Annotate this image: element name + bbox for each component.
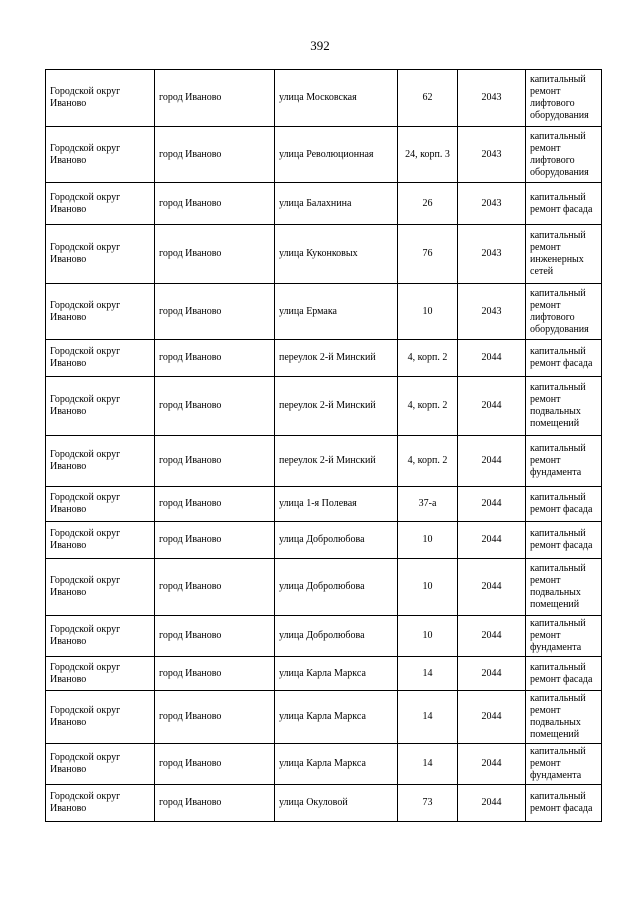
street-cell: переулок 2-й Минский	[275, 436, 398, 487]
district-cell: Городской округ Иваново	[46, 785, 155, 822]
city-cell: город Иваново	[155, 70, 275, 127]
house-number-cell: 62	[398, 70, 458, 127]
house-number-cell: 10	[398, 284, 458, 340]
district-cell: Городской округ Иваново	[46, 225, 155, 284]
work-type-cell: капитальный ремонт лифтового оборудования	[526, 127, 602, 183]
table-row	[46, 127, 602, 183]
city-cell: город Иваново	[155, 183, 275, 225]
city-cell: город Иваново	[155, 225, 275, 284]
year-cell: 2044	[458, 785, 526, 822]
city-cell: город Иваново	[155, 377, 275, 436]
year-cell: 2044	[458, 559, 526, 616]
house-number-cell: 14	[398, 657, 458, 691]
work-type-cell: капитальный ремонт подвальных помещений	[526, 559, 602, 616]
work-type-cell: капитальный ремонт инженерных сетей	[526, 225, 602, 284]
year-cell: 2043	[458, 70, 526, 127]
table-row	[46, 487, 602, 522]
city-cell: город Иваново	[155, 559, 275, 616]
street-cell: улица Карла Маркса	[275, 657, 398, 691]
work-type-cell: капитальный ремонт фасада	[526, 785, 602, 822]
district-cell: Городской округ Иваново	[46, 436, 155, 487]
year-cell: 2044	[458, 436, 526, 487]
table-row	[46, 691, 602, 744]
work-type-cell: капитальный ремонт подвальных помещений	[526, 691, 602, 744]
house-number-cell: 4, корп. 2	[398, 377, 458, 436]
city-cell: город Иваново	[155, 340, 275, 377]
district-cell: Городской округ Иваново	[46, 340, 155, 377]
work-type-cell: капитальный ремонт фасада	[526, 487, 602, 522]
street-cell: улица 1-я Полевая	[275, 487, 398, 522]
house-number-cell: 14	[398, 691, 458, 744]
year-cell: 2043	[458, 183, 526, 225]
city-cell: город Иваново	[155, 436, 275, 487]
street-cell: улица Карла Маркса	[275, 691, 398, 744]
work-type-cell: капитальный ремонт фасада	[526, 522, 602, 559]
district-cell: Городской округ Иваново	[46, 559, 155, 616]
table-row	[46, 616, 602, 657]
city-cell: город Иваново	[155, 785, 275, 822]
district-cell: Городской округ Иваново	[46, 522, 155, 559]
year-cell: 2044	[458, 377, 526, 436]
year-cell: 2043	[458, 127, 526, 183]
street-cell: переулок 2-й Минский	[275, 377, 398, 436]
year-cell: 2043	[458, 225, 526, 284]
city-cell: город Иваново	[155, 522, 275, 559]
work-type-cell: капитальный ремонт фундамента	[526, 616, 602, 657]
house-number-cell: 10	[398, 559, 458, 616]
table-row	[46, 340, 602, 377]
table-row	[46, 183, 602, 225]
district-cell: Городской округ Иваново	[46, 691, 155, 744]
table-row	[46, 744, 602, 785]
city-cell: город Иваново	[155, 691, 275, 744]
year-cell: 2044	[458, 340, 526, 377]
table-row	[46, 436, 602, 487]
district-cell: Городской округ Иваново	[46, 657, 155, 691]
street-cell: переулок 2-й Минский	[275, 340, 398, 377]
district-cell: Городской округ Иваново	[46, 127, 155, 183]
street-cell: улица Добролюбова	[275, 616, 398, 657]
table-row	[46, 225, 602, 284]
city-cell: город Иваново	[155, 616, 275, 657]
house-number-cell: 24, корп. 3	[398, 127, 458, 183]
street-cell: улица Московская	[275, 70, 398, 127]
district-cell: Городской округ Иваново	[46, 70, 155, 127]
table-row	[46, 284, 602, 340]
street-cell: улица Революционная	[275, 127, 398, 183]
district-cell: Городской округ Иваново	[46, 487, 155, 522]
work-type-cell: капитальный ремонт фундамента	[526, 744, 602, 785]
house-number-cell: 14	[398, 744, 458, 785]
work-type-cell: капитальный ремонт фасада	[526, 183, 602, 225]
city-cell: город Иваново	[155, 487, 275, 522]
street-cell: улица Добролюбова	[275, 559, 398, 616]
work-type-cell: капитальный ремонт фасада	[526, 657, 602, 691]
year-cell: 2044	[458, 522, 526, 559]
year-cell: 2044	[458, 691, 526, 744]
city-cell: город Иваново	[155, 657, 275, 691]
table-row	[46, 70, 602, 127]
work-type-cell: капитальный ремонт фундамента	[526, 436, 602, 487]
page-number: 392	[310, 38, 330, 53]
house-number-cell: 10	[398, 616, 458, 657]
street-cell: улица Карла Маркса	[275, 744, 398, 785]
year-cell: 2044	[458, 616, 526, 657]
house-number-cell: 76	[398, 225, 458, 284]
year-cell: 2044	[458, 744, 526, 785]
city-cell: город Иваново	[155, 744, 275, 785]
year-cell: 2044	[458, 487, 526, 522]
district-cell: Городской округ Иваново	[46, 744, 155, 785]
table-body	[46, 70, 602, 822]
table-row	[46, 657, 602, 691]
house-number-cell: 37-а	[398, 487, 458, 522]
work-type-cell: капитальный ремонт лифтового оборудования	[526, 284, 602, 340]
work-type-cell: капитальный ремонт подвальных помещений	[526, 377, 602, 436]
year-cell: 2043	[458, 284, 526, 340]
house-number-cell: 10	[398, 522, 458, 559]
year-cell: 2044	[458, 657, 526, 691]
city-cell: город Иваново	[155, 284, 275, 340]
street-cell: улица Окуловой	[275, 785, 398, 822]
repair-schedule-table	[45, 69, 602, 822]
table-row	[46, 522, 602, 559]
street-cell: улица Балахнина	[275, 183, 398, 225]
house-number-cell: 4, корп. 2	[398, 340, 458, 377]
street-cell: улица Куконковых	[275, 225, 398, 284]
table-row	[46, 785, 602, 822]
house-number-cell: 26	[398, 183, 458, 225]
district-cell: Городской округ Иваново	[46, 284, 155, 340]
city-cell: город Иваново	[155, 127, 275, 183]
district-cell: Городской округ Иваново	[46, 377, 155, 436]
table-row	[46, 377, 602, 436]
table-row	[46, 559, 602, 616]
work-type-cell: капитальный ремонт лифтового оборудования	[526, 70, 602, 127]
street-cell: улица Ермака	[275, 284, 398, 340]
work-type-cell: капитальный ремонт фасада	[526, 340, 602, 377]
district-cell: Городской округ Иваново	[46, 183, 155, 225]
house-number-cell: 4, корп. 2	[398, 436, 458, 487]
street-cell: улица Добролюбова	[275, 522, 398, 559]
house-number-cell: 73	[398, 785, 458, 822]
district-cell: Городской округ Иваново	[46, 616, 155, 657]
